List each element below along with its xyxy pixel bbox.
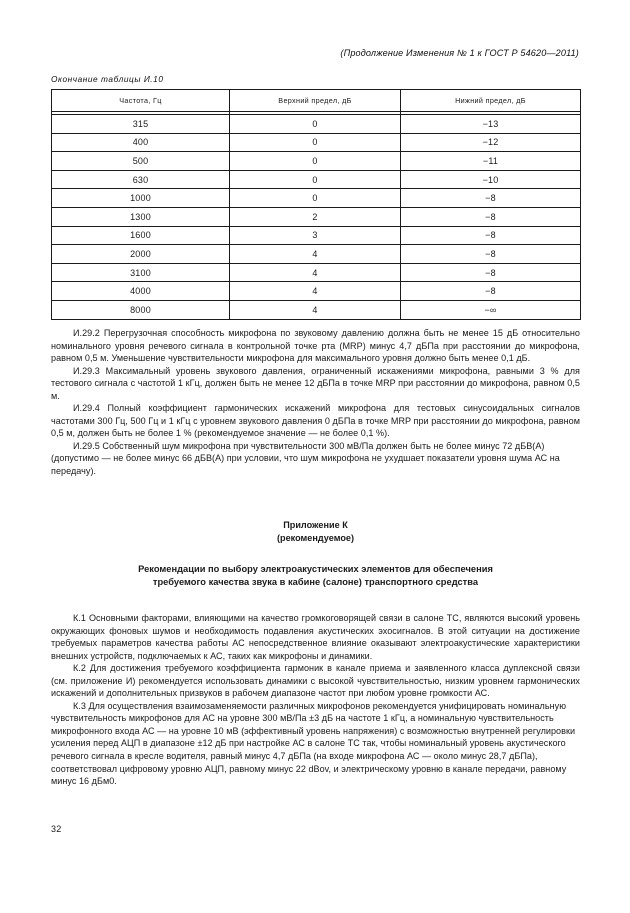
- paragraph-i29-2: И.29.2 Перегрузочная способность микрофона по звуковому давлению должна быть не менее 15 дБ относительно номинального уровня речевого сигнала в контрольной точке рта (MRP) минус 4,7 дБПа при расстоянии до микрофона, равном 0,5 м. Уменьшение чувствительности микрофона для максимального уровня должно быть менее 0,1 дБ.: [51, 328, 580, 364]
- column-header-frequency: Частота, Гц: [52, 90, 230, 112]
- cell-frequency: 2000: [52, 245, 230, 264]
- section-i29-paragraphs: [51, 327, 580, 478]
- cell-frequency: 1300: [52, 207, 230, 226]
- cell-lower-limit: −8: [401, 207, 581, 226]
- cell-lower-limit: −∞: [401, 300, 581, 319]
- paragraph-k-2: К.2 Для достижения требуемого коэффициента гармоник в канале приема и заявленного класса дуплексной связи (см. приложение И) рекомендуется использовать динамики с высокой чувствительностью, низким уровнем гармонических искажений и дополнительных призвуков в рабочем диапазоне частот при любом уровне громкости АС.: [51, 663, 580, 699]
- running-head: (Продолжение Изменения № 1 к ГОСТ Р 54620—2011): [340, 48, 579, 58]
- cell-upper-limit: 0: [230, 170, 401, 189]
- cell-frequency: 4000: [52, 282, 230, 301]
- cell-frequency: 1000: [52, 189, 230, 208]
- table-row: [52, 226, 581, 245]
- cell-frequency: 3100: [52, 263, 230, 282]
- table-header: [52, 90, 581, 115]
- cell-lower-limit: −8: [401, 282, 581, 301]
- cell-lower-limit: −11: [401, 152, 581, 171]
- paragraph-i29-5: И.29.5 Собственный шум микрофона при чувствительности 300 мВ/Па должен быть не более минус 72 дБВ(А) (допустимо — не более минус 66 дБВ(А) при условии, что шум микрофона не ухудшает показатели уровня шума АС на передачу).: [51, 440, 560, 477]
- table-row: [52, 189, 581, 208]
- cell-frequency: 8000: [52, 300, 230, 319]
- paragraph-k-1: К.1 Основными факторами, влияющими на качество громкоговорящей связи в салоне ТС, являются высокий уровень окружающих фоновых шумов и необходимость подавления акустических эхосигналов. В этой ситуации на достижение требуемых параметров качества работы АС непосредственное влияние оказывают электроакустические характеристики внешних устройств, подключаемых к АС, таких как микрофоны и динамики.: [51, 613, 580, 661]
- cell-lower-limit: −8: [401, 245, 581, 264]
- table-row: [52, 282, 581, 301]
- table-body: [52, 115, 581, 320]
- microphone-limits-table: [51, 89, 581, 320]
- table-header-row: [52, 90, 581, 112]
- cell-upper-limit: 4: [230, 245, 401, 264]
- page-number: 32: [51, 824, 62, 834]
- appendix-number: Приложение К: [283, 520, 348, 530]
- cell-frequency: 1600: [52, 226, 230, 245]
- appendix-status: (рекомендуемое): [276, 532, 355, 543]
- table-row: [52, 245, 581, 264]
- cell-upper-limit: 3: [230, 226, 401, 245]
- table-caption: Окончание таблицы И.10: [51, 74, 164, 84]
- cell-lower-limit: −8: [401, 226, 581, 245]
- table-row: [52, 300, 581, 319]
- cell-lower-limit: −10: [401, 170, 581, 189]
- table-row: [52, 207, 581, 226]
- cell-frequency: 630: [52, 170, 230, 189]
- paragraph-i29-4: И.29.4 Полный коэффициент гармонических искажений микрофона для тестовых синусоидальных сигналов частотами 300 Гц, 500 Гц и 1 кГц с уровнем звукового давления 0 дБПа в точке MRP при расстоянии до микрофона, равном 0,5 м, должен быть не более 1 % (рекомендуемое значение — не более 0,1 %).: [51, 403, 580, 439]
- cell-lower-limit: −8: [401, 263, 581, 282]
- appendix-title: [51, 563, 580, 590]
- appendix-title-line-1: Рекомендации по выбору электроакустических элементов для обеспечения: [138, 564, 493, 574]
- table-row: [52, 115, 581, 134]
- appendix-heading: [51, 519, 580, 544]
- cell-upper-limit: 4: [230, 263, 401, 282]
- cell-upper-limit: 0: [230, 189, 401, 208]
- cell-frequency: 315: [52, 115, 230, 134]
- cell-lower-limit: −13: [401, 115, 581, 134]
- column-header-lower-limit: Нижний предел, дБ: [401, 90, 581, 112]
- table-row: [52, 263, 581, 282]
- appendix-title-line-2: требуемого качества звука в кабине (салоне) транспортного средства: [152, 577, 479, 588]
- cell-frequency: 500: [52, 152, 230, 171]
- cell-frequency: 400: [52, 133, 230, 152]
- cell-upper-limit: 4: [230, 282, 401, 301]
- cell-upper-limit: 4: [230, 300, 401, 319]
- table-row: [52, 170, 581, 189]
- cell-upper-limit: 0: [230, 133, 401, 152]
- paragraph-k-3: К.3 Для осуществления взаимозаменяемости различных микрофонов рекомендуется унифицировать номинальную чувствительность микрофонов для АС на уровне 300 мВ/Па ±3 дБ на частоте 1 кГц, а номинальную чувствительность микрофонного входа АС — на уровне 10 мВ (эффективный уровень напряжения) с возможностью внутренней регулировки усиления перед АЦП в диапазоне ±12 дБ при настройке АС в салоне ТС так, чтобы номинальный уровень акустического речевого сигнала в кресле водителя, равный минус 4,7 дБПа (на входе микрофона АС — около минус 28,7 дБПа), соответствовал цифровому уровню АЦП, равному минус 22 dBov, и электрическому уровню в канале передачи, равному минус 16 дБм0.: [51, 700, 576, 787]
- cell-lower-limit: −8: [401, 189, 581, 208]
- table-row: [52, 133, 581, 152]
- cell-upper-limit: 0: [230, 115, 401, 134]
- table-row: [52, 152, 581, 171]
- column-header-upper-limit: Верхний предел, дБ: [230, 90, 401, 112]
- cell-upper-limit: 2: [230, 207, 401, 226]
- section-k-paragraphs: [51, 612, 580, 788]
- paragraph-i29-3: И.29.3 Максимальный уровень звукового давления, ограниченный искажениями микрофона, равными 3 % для тестового сигнала с частотой 1 кГц, должен быть не менее 12 дБПа в точке MRP при расстоянии до микрофона, равном 0,5 м.: [51, 365, 580, 401]
- cell-upper-limit: 0: [230, 152, 401, 171]
- cell-lower-limit: −12: [401, 133, 581, 152]
